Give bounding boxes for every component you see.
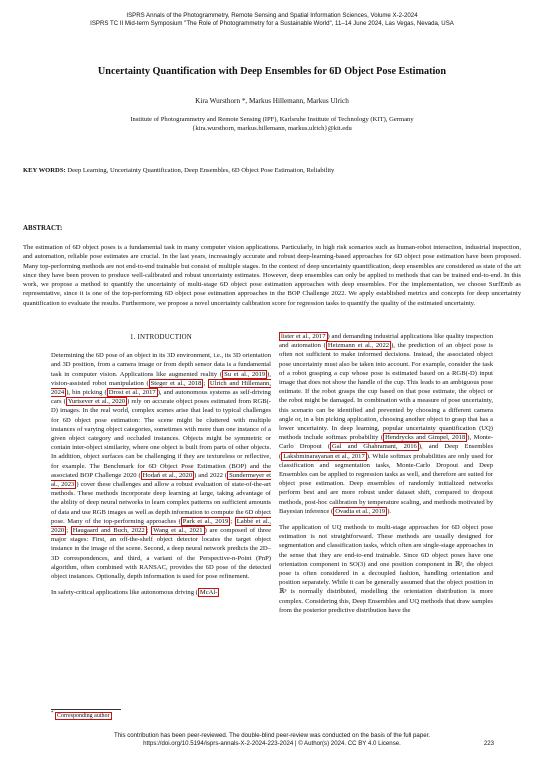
citation-link[interactable]: Lakshminarayanan et al., 2017 — [283, 452, 365, 460]
keywords-label: KEY WORDS: — [23, 167, 66, 174]
left-column — [51, 333, 271, 604]
footer-review-note: This contribution has been peer-reviewed. The double-blind peer-review was conducted on the basis of the full paper. — [114, 732, 430, 739]
citation-link[interactable]: McAl- — [199, 589, 218, 597]
citation-link[interactable]: Hodaň et al., 2020 — [142, 471, 193, 479]
intro-paragraph-1: Determining the 6D pose of an object in its 3D environment, i.e., its 3D orientation and 3D position, from a camera image or from depth sensor data is a fundamental task in computer vision. Applications like augmented reality ( Su et al., 2019 ), vision-assisted robot manipulation ( Steger et al., 2018 ; Ulrich and Hillemann, 2024 ), bin picking ( Drost et al., 2017 ), and autonomous systems as self-driving cars ( Yurtsever et al., 2020 ) rely on accurate object poses estimated from RGB(-D) images. In the real world, complex scenes arise that lead to typical challenges for 6D object pose estimation: The scene might be cluttered with multiple instances of varying object categories, sometimes with more than one instance of a given object category and occluded instances. Objects might be symmetric or contain inter-object similarity, where one object is built from parts of other objects. In addition, object surfaces can be challenging if they are textureless or reflective, for example. The Benchmark for 6D Object Pose Estimation (BOP) and the associated BOP Challenge 2020 ( Hodaň et al., 2020 ) and 2022 ( Sundermeyer et al., 2023 ) cover these challenges and allow a robust evaluation of state-of-the-art methods. These methods incorporate deep learning at large, taking advantage of the ability of deep neural networks to learn complex patterns on sufficient amounts of data and use RGB images as well as depth information to compute the 6D object pose. Many of the top-performing approaches ( Park et al., 2019 ; Labbé et al., 2020 ; Haugaard and Buch, 2022 ; Wang et al., 2021 ) are composed of three major stages: First, an off-the-shelf object detector locates the target object instance in the image of the scene. Second, a deep neural network predicts the 2D–3D correspondences, and third, a variant of the Perspective-n-Point (PnP) algorithm, often combined with RANSAC, provides the 6D pose of the detected object instances. Optionally, depth information is used for pose refinement. — [51, 352, 272, 581]
paper-title: Uncertainty Quantification with Deep Ensembles for 6D Object Pose Estimation — [97, 66, 447, 77]
footnote — [51, 711, 112, 719]
citation-link[interactable]: Su et al., 2019 — [224, 370, 266, 378]
right-column — [279, 332, 493, 622]
citation-link[interactable]: Drost et al., 2017 — [108, 389, 156, 397]
citation-link[interactable]: Ovadia et al., 2019 — [335, 507, 386, 515]
intro-paragraph-2-cont: lister et al., 2017 ) and demanding industrial applications like quality inspection and automation ( Heizmann et al., 2022 ), the prediction of an object pose is often not sufficient to make informed decisions. Instead, the associated object pose uncertainty must also be taken into account. For example, consider the task of a robot grasping a cup whose pose is estimated based on a RGB(-D) input image that does not show the handle of the cup. This leads to an ambiguous pose estimate. If the robot grasps the cup based on that pose estimate, the object or the robot might be damaged. In combination with a measure of pose uncertainty, this scenario can be identified and prevented by choosing a different camera angle or, in a bin picking application, choosing another object to grasp that has a lower uncertainty. In deep learning, popular uncertainty quantification (UQ) methods include softmax probability ( Hendrycks and Gimpel, 2018 ), Monte-Carlo Dropout ( Gal and Ghahramani, 2016 ), and Deep Ensembles ( Lakshminarayanan et al., 2017 ). While softmax probabilities are only used for classification and segmentation tasks, Monte-Carlo Dropout and Deep Ensembles can be applied to regression tasks as well, and therefore are suited for object pose estimation. Deep ensembles of randomly initialized networks perform best and are more robust under dataset shift, compared to dropout methods, post-hoc calibration by temperature scaling, and methods motivated by Bayesian inference ( Ovadia et al., 2019 ). — [279, 333, 494, 515]
citation-link[interactable]: Steger et al., 2018 — [150, 379, 202, 387]
affiliation-institute: Institute of Photogrammetry and Remote Sensing (IPF), Karlsruhe Institute of Technology (KIT), Germany — [130, 116, 414, 123]
author-list: Kira Wursthorn *, Markus Hillemann, Markus Ulrich — [195, 97, 349, 105]
citation-link[interactable]: Gal and Ghahramani, 2016 — [332, 443, 417, 451]
intro-paragraph-2: In safety-critical applications like autonomous driving ( McAl- — [51, 589, 218, 597]
keywords-text: Deep Learning, Uncertainty Quantification, Deep Ensembles, 6D Object Pose Estimation, Reliability — [67, 167, 335, 174]
affiliation — [0, 115, 544, 133]
footnote-link[interactable]: Corresponding author — [57, 713, 110, 719]
page-footer — [0, 732, 544, 748]
citation-link[interactable]: Labbé et al., 2020 — [51, 517, 271, 535]
citation-link[interactable]: lister et al., 2017 — [281, 333, 326, 340]
keywords — [23, 166, 521, 175]
citation-link[interactable]: Wang et al., 2021 — [153, 527, 203, 535]
page-number: 223 — [483, 740, 494, 747]
citation-link[interactable]: Heizmann et al., 2022 — [327, 342, 390, 350]
footnote-marker: * — [51, 711, 54, 716]
citation-link[interactable]: Sundermeyer et al., 2023 — [51, 471, 272, 489]
citation-link[interactable]: Hendrycks and Gimpel, 2018 — [385, 434, 466, 442]
header-line-1: ISPRS Annals of the Photogrammetry, Remote Sensing and Spatial Information Sciences, Volume X-2-2024 — [126, 12, 418, 19]
abstract-heading: ABSTRACT: — [23, 225, 63, 232]
footer-doi[interactable]: https://doi.org/10.5194/isprs-annals-X-2-2024-223-2024 | © Author(s) 2024. CC BY 4.0 License. — [143, 740, 401, 748]
intro-paragraph-3: The application of UQ methods to multi-stage approaches for 6D object pose estimation is not straightforward. These methods are usually designed for segmentation and classification tasks, which often are single-stage approaches in the sense that they are end-to-end trainable. Since 6D object poses have one orientation component in SO(3) and one position component in ℝ³, the object pose is often considered in a decoupled fashion, handling orientation and position separately. While it can be generally assumed that the object position in ℝ³ is normally distributed, modelling the orientation distribution is more complex. Considering this, Deep Ensembles and UQ methods that draw samples from the posterior predictive distribution have the — [279, 524, 493, 614]
running-header — [0, 12, 544, 28]
citation-link[interactable]: Ulrich and Hillemann, 2024 — [51, 379, 271, 397]
header-line-2: ISPRS TC II Mid-term Symposium "The Role of Photogrammetry for a Sustainable World", 11–14 June 2024, Las Vegas, Nevada, USA — [90, 20, 454, 27]
section-heading: 1. INTRODUCTION — [130, 334, 192, 341]
citation-link[interactable]: Yurtsever et al., 2020 — [67, 398, 126, 406]
abstract-body: The estimation of 6D object poses is a fundamental task in many computer vision applications. Particularly, in high risk scenarios such as human-robot interaction, industrial inspection, and automation, reliable pose estimates are crucial. In the last years, increasingly accurate and robust deep-learning-based approaches for 6D object pose estimation have been proposed. Many top-performing methods are not end-to-end trainable but consist of multiple stages. In the context of deep uncertainty quantification, deep ensembles are considered as state of the art since they have been proven to produce well-calibrated and robust uncertainty estimates. However, deep ensembles can only be applied to methods that can be trained end-to-end. In this work, we propose a method to quantify the uncertainty of multi-stage 6D object pose estimation approaches with deep ensembles. For the implementation, we choose SurfEmb as representative, since it is one of the top-performing 6D object pose estimation approaches in the BOP Challenge 2022. We apply established metrics and concepts for deep uncertainty quantification to evaluate the results. Furthermore, we propose a novel uncertainty calibration score for regression tasks to quantify the quality of the estimated uncertainty. — [23, 244, 521, 307]
affiliation-emails: {kira.wursthorn, markus.hillemann, markus.ulrich}@kit.edu — [192, 125, 352, 132]
footnote-divider — [51, 709, 121, 710]
citation-link[interactable]: Haugaard and Buch, 2022 — [72, 527, 145, 535]
citation-link[interactable]: Park et al., 2019 — [182, 517, 229, 525]
